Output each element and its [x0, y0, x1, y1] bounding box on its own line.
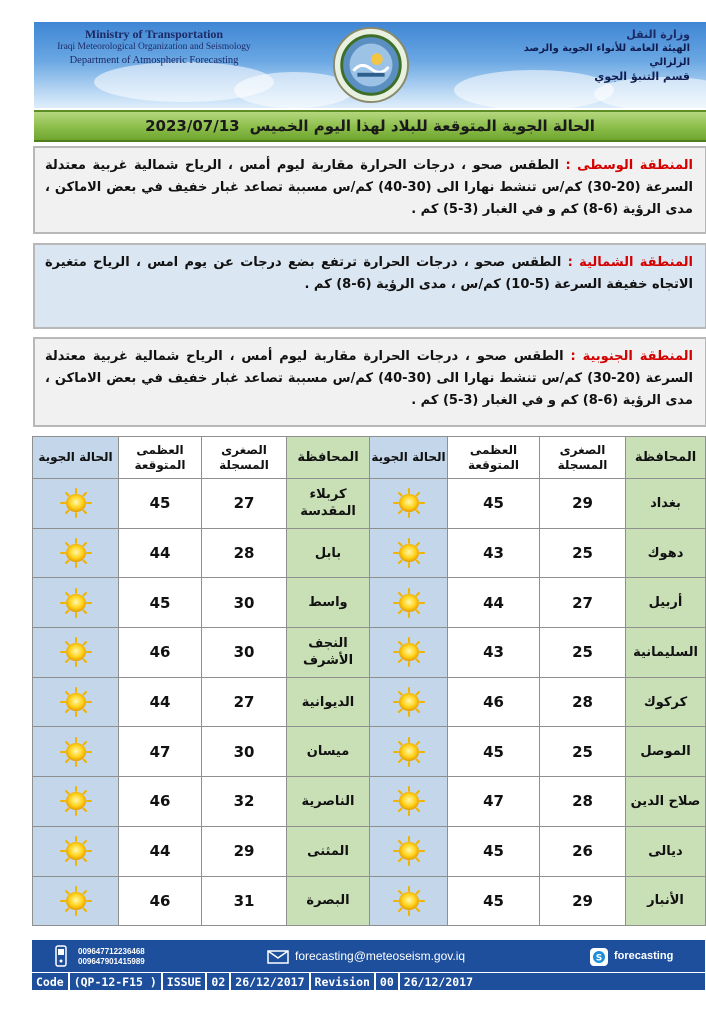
- min-temp-cell: 30: [202, 727, 287, 777]
- header-max: العظمى المتوقعة: [119, 437, 202, 479]
- governorate-cell: بابل: [287, 528, 370, 578]
- governorate-cell: البصرة: [287, 876, 370, 926]
- skype-id[interactable]: forecasting: [614, 950, 674, 962]
- table-row: [33, 528, 706, 578]
- max-temp-cell: 45: [448, 876, 540, 926]
- governorate-cell: كربلاء المقدسة: [287, 479, 370, 529]
- region-north: [33, 243, 706, 329]
- sun-icon: [389, 786, 429, 816]
- condition-cell: [370, 876, 448, 926]
- min-temp-cell: 28: [540, 777, 626, 827]
- min-temp-cell: 27: [202, 677, 287, 727]
- ministry-name-ar: وزارة النقل: [626, 28, 690, 41]
- sun-icon: [389, 687, 429, 717]
- phone-number-2: 009647901415989: [78, 957, 145, 966]
- code-label: Code: [32, 973, 70, 990]
- code-value: (QP-12-F15 ): [70, 973, 163, 990]
- sun-icon: [56, 588, 96, 618]
- sun-icon: [389, 488, 429, 518]
- max-temp-cell: 44: [119, 677, 202, 727]
- sun-icon: [56, 836, 96, 866]
- min-temp-cell: 26: [540, 826, 626, 876]
- phone-numbers: [78, 947, 145, 967]
- condition-cell: [370, 628, 448, 678]
- sun-icon: [56, 488, 96, 518]
- header-max: العظمى المتوقعة: [448, 437, 540, 479]
- sun-icon: [389, 588, 429, 618]
- region-south-text: الطقس صحو ، درجات الحرارة مقاربة ليوم أمس ، الرياح شمالية غربية معتدلة السرعة (20-30) كم/س تنشط نهارا الى (30-40) كم/س مسببة تصاعد غبار خفيف في بعض الاماكن ، مدى الرؤية (6-8) كم و في الغبار (3-5) كم .: [45, 349, 693, 408]
- page-title: [34, 110, 706, 142]
- header-condition: الحالة الجوية: [33, 437, 119, 479]
- min-temp-cell: 25: [540, 528, 626, 578]
- organization-name-ar: الهيئة العامة للأنواء الجوية والرصد الزلزالي: [523, 43, 690, 68]
- ministry-name-en: Ministry of Transportation: [84, 27, 224, 41]
- svg-text:S: S: [595, 953, 603, 964]
- min-temp-cell: 25: [540, 628, 626, 678]
- sun-icon: [56, 687, 96, 717]
- document-code-bar: [32, 972, 705, 990]
- region-central-text: الطقس صحو ، درجات الحرارة مقاربة ليوم أمس ، الرياح شمالية غربية معتدلة السرعة (20-30) كم/س تنشط نهارا الى (30-40) كم/س مسببة تصاعد غبار خفيف في بعض الاماكن ، مدى الرؤية (6-8) كم و في الغبار (3-5) كم .: [45, 158, 693, 217]
- governorate-cell: صلاح الدين: [626, 777, 706, 827]
- condition-cell: [370, 677, 448, 727]
- header-min: الصغرى المسجلة: [540, 437, 626, 479]
- phone-number-1: 009647712236468: [78, 947, 145, 956]
- governorate-cell: الأنبار: [626, 876, 706, 926]
- header-english: [44, 28, 264, 67]
- header-min: الصغرى المسجلة: [202, 437, 287, 479]
- header-banner: [34, 22, 706, 108]
- min-temp-cell: 27: [540, 578, 626, 628]
- governorate-cell: السليمانية: [626, 628, 706, 678]
- governorate-cell: ميسان: [287, 727, 370, 777]
- revision-date: 26/12/2017: [403, 975, 474, 989]
- min-temp-cell: 27: [202, 479, 287, 529]
- governorate-cell: الموصل: [626, 727, 706, 777]
- sun-icon: [389, 538, 429, 568]
- condition-cell: [370, 826, 448, 876]
- sun-icon: [56, 786, 96, 816]
- title-date: 2023/07/13: [145, 117, 240, 135]
- table-row: [33, 479, 706, 529]
- table-row: [33, 876, 706, 926]
- condition-cell: [370, 479, 448, 529]
- issue-value: 02: [207, 973, 231, 990]
- revision-label: Revision: [311, 973, 376, 990]
- min-temp-cell: 30: [202, 628, 287, 678]
- max-temp-cell: 45: [448, 727, 540, 777]
- governorate-cell: بغداد: [626, 479, 706, 529]
- max-temp-cell: 45: [448, 826, 540, 876]
- max-temp-cell: 45: [119, 479, 202, 529]
- table-row: [33, 826, 706, 876]
- max-temp-cell: 47: [448, 777, 540, 827]
- condition-cell: [33, 727, 119, 777]
- mail-icon: [267, 950, 289, 964]
- max-temp-cell: 45: [448, 479, 540, 529]
- max-temp-cell: 46: [448, 677, 540, 727]
- governorate-cell: كركوك: [626, 677, 706, 727]
- table-row: [33, 777, 706, 827]
- skype-icon: [590, 948, 608, 966]
- department-name-en: Department of Atmospheric Forecasting: [69, 55, 239, 66]
- condition-cell: [370, 777, 448, 827]
- region-north-text: الطقس صحو ، درجات الحرارة ترتفع بضع درجات عن يوم امس ، الرياح متغيرة الاتجاه خفيفة السرعة (5-10) كم/س ، مدى الرؤية (6-8) كم .: [45, 255, 693, 292]
- header-governorate: المحافظة: [287, 437, 370, 479]
- max-temp-cell: 47: [119, 727, 202, 777]
- department-name-ar: قسم التنبؤ الجوي: [594, 70, 690, 83]
- table-row: [33, 677, 706, 727]
- governorate-cell: النجف الأشرف: [287, 628, 370, 678]
- phone-icon: [54, 945, 68, 967]
- region-south: [33, 337, 706, 427]
- max-temp-cell: 43: [448, 528, 540, 578]
- governorate-cell: الديوانية: [287, 677, 370, 727]
- condition-cell: [33, 876, 119, 926]
- region-north-name: المنطقة الشمالية :: [567, 255, 694, 270]
- footer-contact: [32, 940, 705, 972]
- max-temp-cell: 46: [119, 876, 202, 926]
- governorate-cell: الناصرية: [287, 777, 370, 827]
- condition-cell: [33, 777, 119, 827]
- min-temp-cell: 30: [202, 578, 287, 628]
- condition-cell: [33, 628, 119, 678]
- min-temp-cell: 28: [202, 528, 287, 578]
- condition-cell: [33, 479, 119, 529]
- min-temp-cell: 28: [540, 677, 626, 727]
- sun-icon: [389, 637, 429, 667]
- header-governorate: المحافظة: [626, 437, 706, 479]
- organization-logo: [332, 26, 410, 104]
- email-address[interactable]: forecasting@meteoseism.gov.iq: [295, 949, 466, 963]
- min-temp-cell: 29: [540, 479, 626, 529]
- sun-icon: [56, 637, 96, 667]
- organization-name-en: Iraqi Meteorological Organization and Seismology: [57, 42, 251, 52]
- header-condition: الحالة الجوية: [370, 437, 448, 479]
- governorate-cell: المثنى: [287, 826, 370, 876]
- governorate-cell: دهوك: [626, 528, 706, 578]
- table-row: [33, 628, 706, 678]
- sun-icon: [389, 836, 429, 866]
- max-temp-cell: 46: [119, 777, 202, 827]
- max-temp-cell: 43: [448, 628, 540, 678]
- min-temp-cell: 31: [202, 876, 287, 926]
- max-temp-cell: 44: [119, 826, 202, 876]
- title-text: الحالة الجوية المتوقعة للبلاد لهذا اليوم الخميس: [249, 117, 595, 135]
- sun-icon: [389, 737, 429, 767]
- condition-cell: [370, 727, 448, 777]
- condition-cell: [33, 578, 119, 628]
- condition-cell: [33, 528, 119, 578]
- min-temp-cell: 25: [540, 727, 626, 777]
- table-header-row: [33, 437, 706, 479]
- governorate-cell: واسط: [287, 578, 370, 628]
- issue-label: ISSUE: [163, 973, 208, 990]
- header-arabic: [480, 28, 690, 84]
- condition-cell: [370, 528, 448, 578]
- min-temp-cell: 29: [540, 876, 626, 926]
- region-south-name: المنطقة الجنوبية :: [570, 349, 694, 364]
- max-temp-cell: 45: [119, 578, 202, 628]
- condition-cell: [370, 578, 448, 628]
- min-temp-cell: 29: [202, 826, 287, 876]
- table-row: [33, 727, 706, 777]
- sun-icon: [56, 737, 96, 767]
- condition-cell: [33, 826, 119, 876]
- max-temp-cell: 44: [448, 578, 540, 628]
- revision-value: 00: [376, 973, 400, 990]
- governorate-cell: ديالى: [626, 826, 706, 876]
- min-temp-cell: 32: [202, 777, 287, 827]
- table-row: [33, 578, 706, 628]
- max-temp-cell: 44: [119, 528, 202, 578]
- sun-icon: [56, 886, 96, 916]
- condition-cell: [33, 677, 119, 727]
- issue-date: 26/12/2017: [231, 973, 310, 990]
- max-temp-cell: 46: [119, 628, 202, 678]
- sun-icon: [56, 538, 96, 568]
- region-central: [33, 146, 706, 234]
- sun-icon: [389, 886, 429, 916]
- region-central-name: المنطقة الوسطى :: [565, 158, 693, 173]
- forecast-table: [32, 436, 706, 926]
- governorate-cell: أربيل: [626, 578, 706, 628]
